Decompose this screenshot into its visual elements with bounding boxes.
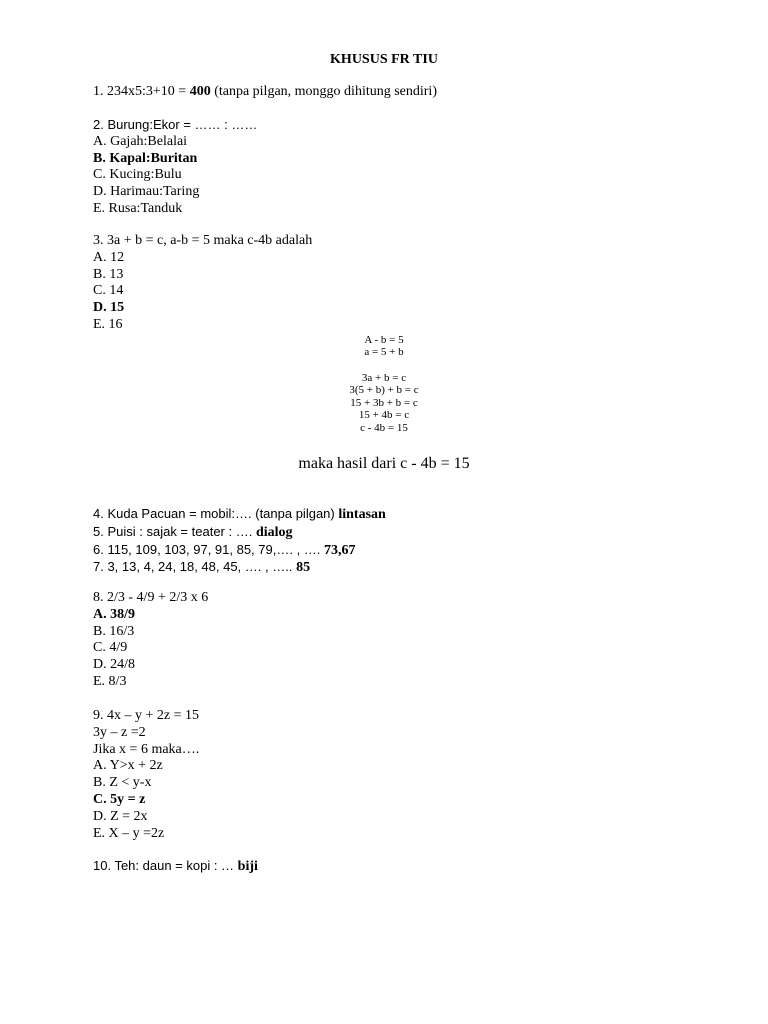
question-9-option-b: B. Z < y-x <box>93 775 152 791</box>
question-8-option-b: B. 16/3 <box>93 623 135 639</box>
solution-line: A - b = 5 <box>364 334 404 346</box>
solution-line: 15 + 4b = c <box>358 409 410 422</box>
question-3 <box>93 233 312 334</box>
question-1-note: (tanpa pilgan, monggo dihitung sendiri) <box>210 84 437 99</box>
solution-line: 15 + 3b + b = c <box>350 396 418 409</box>
question-6-answer: 73,67 <box>324 542 356 558</box>
question-3-option-b: B. 13 <box>93 266 124 282</box>
question-3-option-d: D. 15 <box>93 300 125 316</box>
question-6 <box>93 542 386 560</box>
question-3-option-e: E. 16 <box>93 316 123 332</box>
question-5-answer: dialog <box>255 524 293 540</box>
question-8-text: 8. 2/3 - 4/9 + 2/3 x 6 <box>93 590 209 605</box>
question-8 <box>93 590 208 691</box>
question-3-option-a: A. 12 <box>93 249 125 265</box>
question-9-option-c: C. 5y = z <box>93 791 146 807</box>
question-8-option-e: E. 8/3 <box>93 673 127 689</box>
question-4-text: 4. Kuda Pacuan = mobil:…. (tanpa pilgan) <box>93 506 339 521</box>
question-9-option-e: E. X – y =2z <box>93 825 165 841</box>
question-2 <box>93 117 257 218</box>
question-2-option-e: E. Rusa:Tanduk <box>93 200 183 216</box>
question-2-text: 2. Burung:Ekor = …… : …… <box>93 117 258 132</box>
question-1-answer: 400 <box>189 84 211 99</box>
question-9-equation: 3y – z =2 <box>93 724 146 740</box>
questions-4-7 <box>93 506 386 577</box>
question-10-text: 10. Teh: daun = kopi : … <box>93 858 238 873</box>
question-3-text: 3. 3a + b = c, a-b = 5 maka c-4b adalah <box>93 233 313 248</box>
question-9-text: 9. 4x – y + 2z = 15 <box>93 708 200 723</box>
solution-work-bottom <box>0 372 768 434</box>
question-10 <box>93 858 258 876</box>
question-4-answer: lintasan <box>338 507 386 522</box>
solution-line: a = 5 + b <box>364 346 404 359</box>
question-8-option-d: D. 24/8 <box>93 657 135 673</box>
question-1 <box>93 84 437 101</box>
question-8-option-a: A. 38/9 <box>93 606 135 622</box>
question-1-text: 1. 234x5:3+10 = <box>93 84 190 99</box>
question-6-text: 6. 115, 109, 103, 97, 91, 85, 79,…. , …. <box>93 541 325 557</box>
question-5-text: 5. Puisi : sajak = teater : …. <box>93 523 256 539</box>
question-9-option-d: D. Z = 2x <box>93 808 148 824</box>
question-5 <box>93 524 386 542</box>
question-3-option-c: C. 14 <box>93 283 124 299</box>
question-2-option-c: C. Kucing:Bulu <box>93 167 182 183</box>
question-2-option-a: A. Gajah:Belalai <box>93 133 188 149</box>
question-7-answer: 85 <box>296 560 311 576</box>
solution-work-top <box>0 334 768 359</box>
question-9-option-a: A. Y>x + 2z <box>93 758 163 774</box>
question-2-option-b: B. Kapal:Buritan <box>93 150 198 166</box>
question-7-text: 7. 3, 13, 4, 24, 18, 48, 45, …. , ….. <box>93 559 297 575</box>
question-8-option-c: C. 4/9 <box>93 640 128 656</box>
question-10-answer: biji <box>237 859 258 874</box>
solution-line: 3a + b = c <box>361 372 407 384</box>
question-2-option-d: D. Harimau:Taring <box>93 184 200 200</box>
document-title: KHUSUS FR TIU <box>330 52 438 67</box>
question-7 <box>93 559 386 577</box>
question-9 <box>93 708 199 842</box>
solution-line: c - 4b = 15 <box>360 421 408 434</box>
question-4 <box>93 506 386 524</box>
solution-line: 3(5 + b) + b = c <box>349 384 419 397</box>
solution-result: maka hasil dari c - 4b = 15 <box>298 455 470 472</box>
question-9-condition: Jika x = 6 maka…. <box>93 741 200 757</box>
